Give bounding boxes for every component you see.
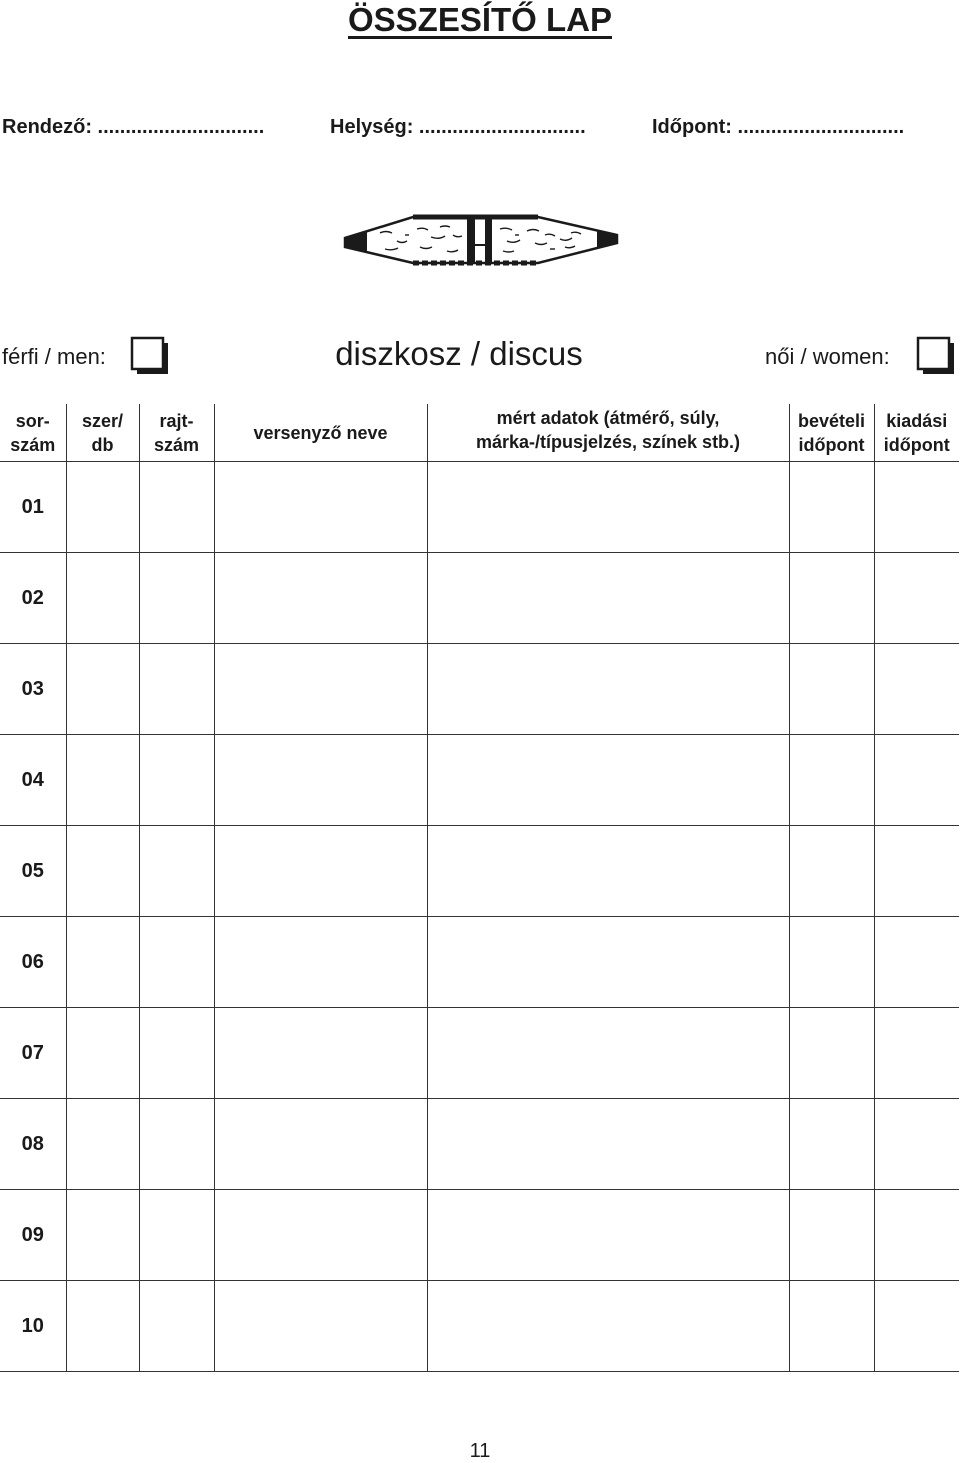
table-header-row <box>0 404 959 462</box>
time-field[interactable]: Időpont: .............................. <box>652 116 905 138</box>
entry-cell[interactable] <box>789 826 874 917</box>
entry-cell[interactable] <box>139 1008 214 1099</box>
men-label: férfi / men: <box>2 344 106 369</box>
table-row <box>0 826 959 917</box>
entry-cell[interactable] <box>66 735 139 826</box>
entry-cell[interactable] <box>66 462 139 553</box>
entry-cell[interactable] <box>214 1099 427 1190</box>
entry-cell[interactable] <box>427 1008 789 1099</box>
entry-cell[interactable] <box>214 1281 427 1372</box>
checkbox-icon <box>916 336 956 376</box>
entry-cell[interactable] <box>874 1008 959 1099</box>
entry-cell[interactable] <box>214 1190 427 1281</box>
entry-cell[interactable] <box>874 826 959 917</box>
entry-cell[interactable] <box>214 826 427 917</box>
header-rajtszam: rajt- szám <box>139 404 214 462</box>
entry-cell[interactable] <box>789 1190 874 1281</box>
summary-table <box>0 404 959 1372</box>
entry-cell[interactable] <box>139 1281 214 1372</box>
row-number: 07 <box>0 1008 66 1099</box>
entry-cell[interactable] <box>789 735 874 826</box>
header-mert-adatok: mért adatok (átmérő, súly, márka-/típusjelzés, színek stb.) <box>427 404 789 462</box>
entry-cell[interactable] <box>139 1099 214 1190</box>
entry-cell[interactable] <box>214 553 427 644</box>
entry-cell[interactable] <box>789 917 874 1008</box>
entry-cell[interactable] <box>139 917 214 1008</box>
info-row <box>0 116 960 146</box>
entry-cell[interactable] <box>139 1190 214 1281</box>
organizer-field[interactable]: Rendező: .............................. <box>2 116 265 138</box>
table-row <box>0 1008 959 1099</box>
entry-cell[interactable] <box>214 735 427 826</box>
table-row <box>0 553 959 644</box>
entry-cell[interactable] <box>139 462 214 553</box>
entry-cell[interactable] <box>789 644 874 735</box>
row-number: 04 <box>0 735 66 826</box>
entry-cell[interactable] <box>139 553 214 644</box>
row-number: 05 <box>0 826 66 917</box>
entry-cell[interactable] <box>789 1099 874 1190</box>
row-number: 03 <box>0 644 66 735</box>
table-row <box>0 735 959 826</box>
entry-cell[interactable] <box>66 644 139 735</box>
table-row <box>0 1099 959 1190</box>
category-row <box>0 330 960 380</box>
women-checkbox[interactable] <box>916 336 956 376</box>
entry-cell[interactable] <box>66 1099 139 1190</box>
entry-cell[interactable] <box>427 553 789 644</box>
entry-cell[interactable] <box>789 462 874 553</box>
entry-cell[interactable] <box>139 826 214 917</box>
row-number: 01 <box>0 462 66 553</box>
entry-cell[interactable] <box>66 826 139 917</box>
entry-cell[interactable] <box>874 1099 959 1190</box>
entry-cell[interactable] <box>874 553 959 644</box>
page-number: 11 <box>469 1440 491 1462</box>
header-versenyzo-neve: versenyző neve <box>214 404 427 462</box>
entry-cell[interactable] <box>789 1281 874 1372</box>
entry-cell[interactable] <box>427 826 789 917</box>
entry-cell[interactable] <box>66 553 139 644</box>
entry-cell[interactable] <box>139 644 214 735</box>
entry-cell[interactable] <box>874 1281 959 1372</box>
entry-cell[interactable] <box>66 917 139 1008</box>
entry-cell[interactable] <box>874 462 959 553</box>
location-field[interactable]: Helység: .............................. <box>330 116 586 138</box>
row-number: 02 <box>0 553 66 644</box>
entry-cell[interactable] <box>66 1190 139 1281</box>
entry-cell[interactable] <box>874 1190 959 1281</box>
table-row <box>0 917 959 1008</box>
entry-cell[interactable] <box>874 644 959 735</box>
table-body <box>0 462 959 1372</box>
women-label: női / women: <box>765 344 890 369</box>
entry-cell[interactable] <box>66 1281 139 1372</box>
table-row <box>0 644 959 735</box>
entry-cell[interactable] <box>789 553 874 644</box>
entry-cell[interactable] <box>874 917 959 1008</box>
header-beveteli-idopont: bevételi időpont <box>789 404 874 462</box>
row-number: 09 <box>0 1190 66 1281</box>
entry-cell[interactable] <box>214 1008 427 1099</box>
entry-cell[interactable] <box>789 1008 874 1099</box>
row-number: 10 <box>0 1281 66 1372</box>
discus-icon <box>335 205 625 275</box>
entry-cell[interactable] <box>139 735 214 826</box>
entry-cell[interactable] <box>214 462 427 553</box>
row-number: 08 <box>0 1099 66 1190</box>
entry-cell[interactable] <box>214 917 427 1008</box>
entry-cell[interactable] <box>66 1008 139 1099</box>
table-row <box>0 1190 959 1281</box>
entry-cell[interactable] <box>427 917 789 1008</box>
entry-cell[interactable] <box>427 735 789 826</box>
header-kiadasi-idopont: kiadási időpont <box>874 404 959 462</box>
entry-cell[interactable] <box>427 1281 789 1372</box>
table-row <box>0 1281 959 1372</box>
header-szer-db: szer/ db <box>66 404 139 462</box>
table-row <box>0 462 959 553</box>
page-title: ÖSSZESÍTŐ LAP <box>347 1 613 38</box>
entry-cell[interactable] <box>427 644 789 735</box>
entry-cell[interactable] <box>427 462 789 553</box>
entry-cell[interactable] <box>427 1190 789 1281</box>
event-title: diszkosz / discus <box>335 335 583 372</box>
header-sorszam: sor- szám <box>0 404 66 462</box>
entry-cell[interactable] <box>874 735 959 826</box>
entry-cell[interactable] <box>214 644 427 735</box>
entry-cell[interactable] <box>427 1099 789 1190</box>
row-number: 06 <box>0 917 66 1008</box>
